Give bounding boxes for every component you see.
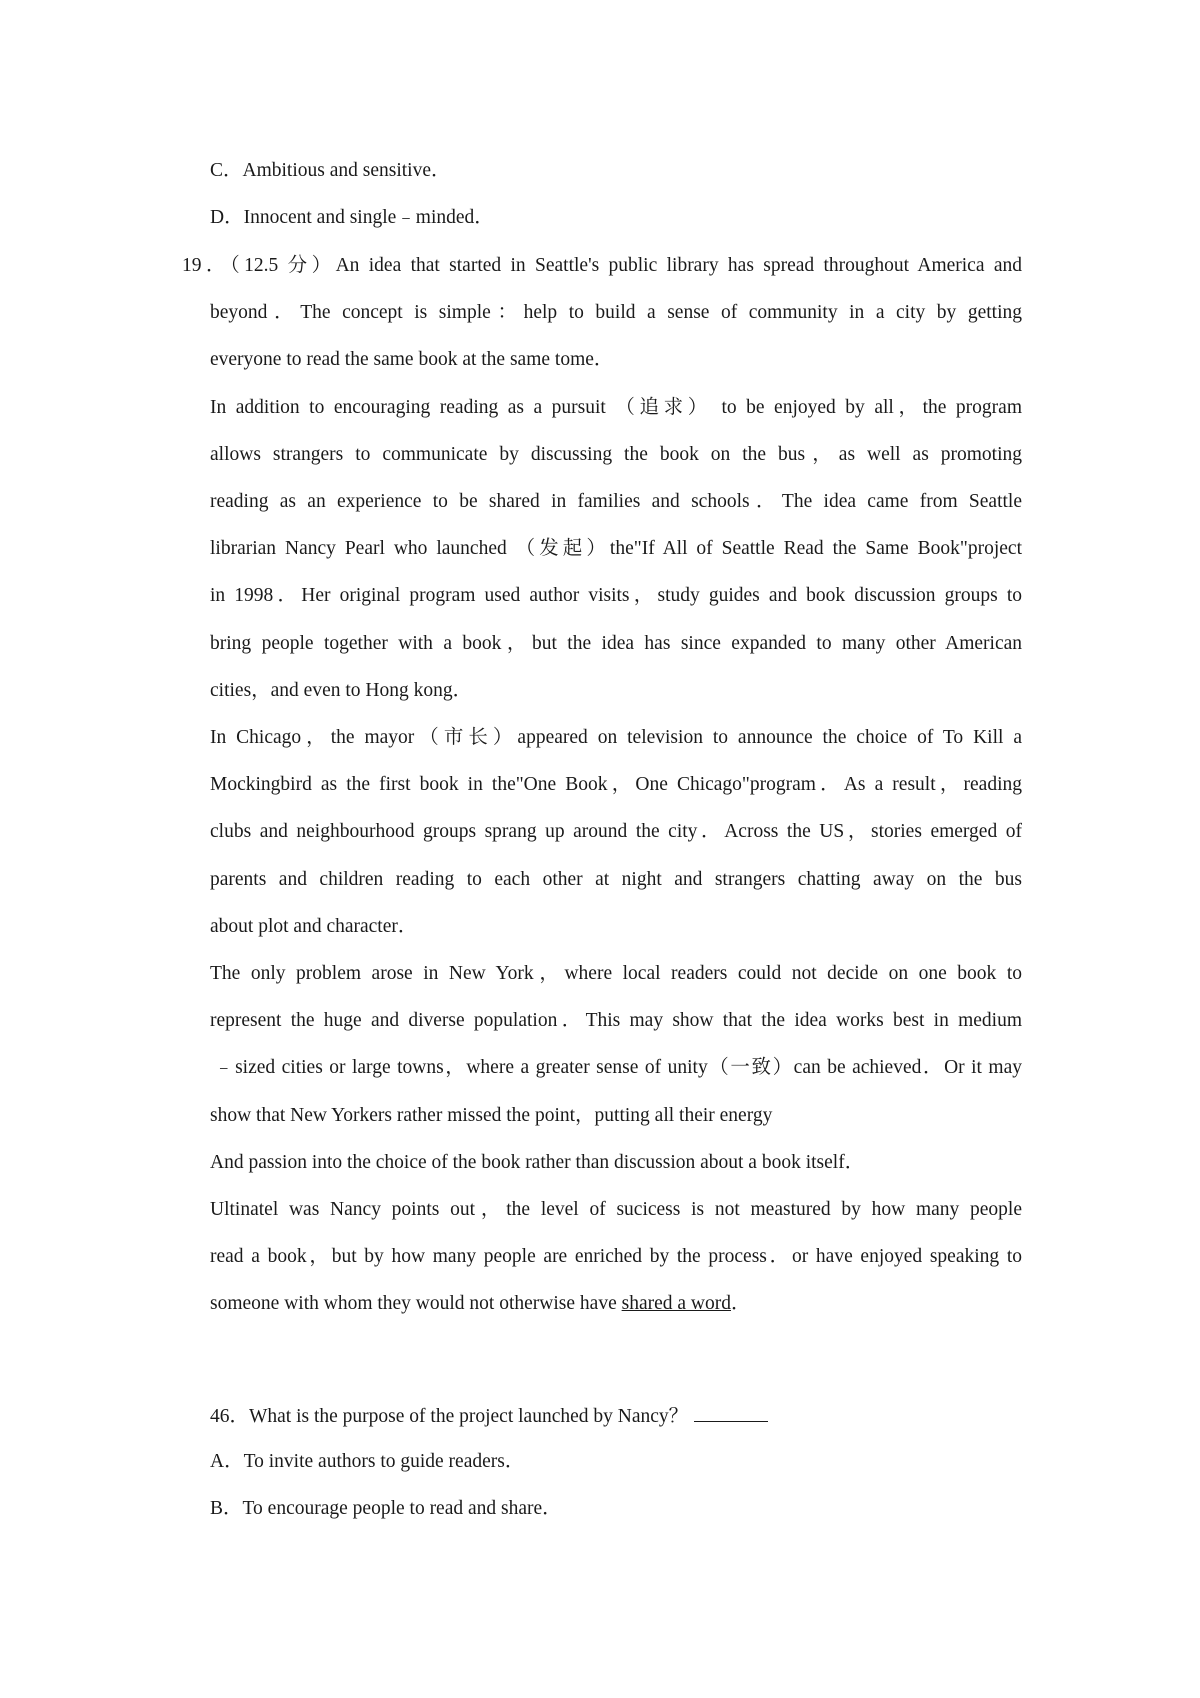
question-46-stem <box>210 1403 768 1429</box>
passage-line: clubs and neighbourhood groups sprang up around the city．Across the US，stories emerged of <box>210 821 1022 842</box>
underlined-phrase: shared a word <box>621 1293 731 1314</box>
question-stem-text: 46．What is the purpose of the project launched by Nancy？ <box>210 1406 689 1427</box>
option-c: C．Ambitious and sensitive． <box>210 160 451 181</box>
passage-line: show that New Yorkers rather missed the point，putting all their energy <box>210 1105 773 1126</box>
passage-line: allows strangers to communicate by discussing the book on the bus，as well as promoting <box>210 444 1022 465</box>
passage-line: everyone to read the same book at the same tome． <box>210 349 614 370</box>
passage-last-line <box>210 1292 751 1316</box>
passage-line: And passion into the choice of the book rather than discussion about a book itself． <box>210 1152 865 1173</box>
passage-line: in 1998．Her original program used author visits，study guides and book discussion groups to <box>210 585 1022 606</box>
passage-line: The only problem arose in New York，where local readers could not decide on one book to <box>210 963 1022 984</box>
option-d: D．Innocent and single﹣minded． <box>210 207 494 228</box>
passage-line: Ultinatel was Nancy points out，the level of sucicess is not meastured by how many people <box>210 1199 1022 1220</box>
passage-text: ． <box>730 1293 751 1314</box>
passage-line: bring people together with a book，but the idea has since expanded to many other American <box>210 633 1022 654</box>
passage-line: cities，and even to Hong kong． <box>210 680 473 701</box>
passage-line: reading as an experience to be shared in families and schools．The idea came from Seattle <box>210 491 1022 512</box>
passage-line: In addition to encouraging reading as a pursuit （追求） to be enjoyed by all，the program <box>210 397 1022 418</box>
option-a: A．To invite authors to guide readers． <box>210 1451 525 1472</box>
passage-line: ﹣sized cities or large towns，where a greater sense of unity（一致）can be achieved．Or it may <box>214 1057 1022 1078</box>
passage-line: librarian Nancy Pearl who launched （发起）the"If All of Seattle Read the Same Book"project <box>210 538 1022 559</box>
option-b: B．To encourage people to read and share． <box>210 1498 562 1519</box>
passage-line: about plot and character． <box>210 916 418 937</box>
passage-line: In Chicago，the mayor（市长）appeared on television to announce the choice of To Kill a <box>210 727 1022 748</box>
passage-line: represent the huge and diverse population．This may show that the idea works best in medium <box>210 1010 1022 1031</box>
passage-line: beyond．The concept is simple：help to build a sense of community in a city by getting <box>210 302 1022 323</box>
passage-text: someone with whom they would not otherwise have <box>210 1293 622 1314</box>
answer-blank <box>694 1403 768 1422</box>
question-19-header: 19．（12.5 分）An idea that started in Seattle's public library has spread throughout America and <box>182 255 1022 276</box>
passage-line: parents and children reading to each other at night and strangers chatting away on the bus <box>210 869 1022 890</box>
passage-line: read a book，but by how many people are enriched by the process．or have enjoyed speaking to <box>210 1246 1022 1267</box>
passage-line: Mockingbird as the first book in the"One Book，One Chicago"program．As a result，reading <box>210 774 1022 795</box>
